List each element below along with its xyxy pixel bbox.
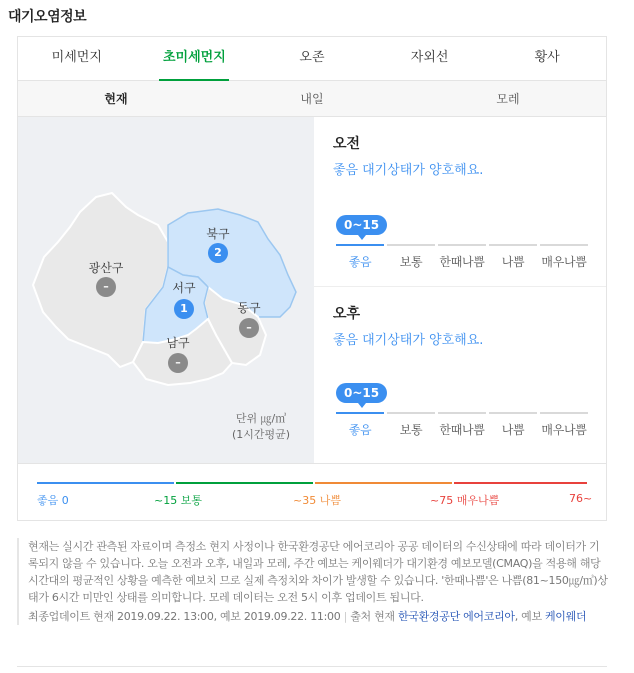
legend-bar-very-bad (454, 482, 587, 484)
level-moderate: 보통 (387, 412, 435, 438)
legend-label-very-bad: ~75 매우나쁨 (430, 494, 500, 507)
day-tab-tomorrow[interactable]: 내일 (300, 92, 324, 106)
district-value-buk[interactable]: 2 (208, 243, 228, 263)
forecast-level-scale (336, 244, 588, 270)
level-very-bad: 매우나쁨 (540, 412, 588, 438)
tab-yellow-dust[interactable]: 황사 (534, 50, 560, 65)
legend-label-moderate: ~15 보통 (154, 494, 202, 507)
data-notes (17, 538, 609, 625)
day-tabs (18, 81, 606, 117)
tab-fine-dust[interactable]: 미세먼지 (51, 50, 102, 65)
map-unit-period: (1시간평균) (232, 428, 291, 441)
bottom-divider (17, 666, 607, 667)
level-temporarily-bad: 한때나쁨 (438, 244, 486, 270)
legend-label-max: 76~ (569, 492, 593, 505)
notes-source-mid: , 예보 (514, 610, 542, 623)
forecast-range-badge: 0~15 (336, 383, 387, 403)
forecast-period-label: 오전 (333, 136, 361, 152)
district-name-nam: 남구 (166, 336, 190, 350)
legend-label-bad: ~35 나쁨 (293, 494, 341, 507)
forecast-status (333, 159, 483, 178)
tab-ultrafine-dust[interactable]: 초미세먼지 (136, 37, 254, 80)
legend-bar-good (37, 482, 174, 484)
tab-ozone[interactable]: 오존 (299, 50, 325, 65)
source-link-airkorea[interactable]: 한국환경공단 에어코리아 (397, 610, 515, 623)
notes-body: 현재는 실시간 관측된 자료이며 측정소 현지 사정이나 한국환경공단 에어코리아 공공 데이터의 수신상태에 따라 데이터가 기록되지 않을 수 있습니다. 오늘 오전과 오후, 내일과 모레, 주간 예보는 케이웨더가 대기환경 예보모델(CMAQ)을 적용해 해당 시간대의 평균적인 상황을 예측한 예보치 므로 실제 측정치와 차이가 발생할 수 있습니다. '한때나쁨'은 나쁨(81~150㎍/㎥)상태가 6시간 미만인 상태를 의미합니다. 모레 데이터는 오전 5시 이후 업데이트 됩니다. (28, 540, 608, 604)
district-value-dong[interactable]: – (239, 318, 259, 338)
air-quality-panel (17, 36, 607, 521)
forecast-afternoon (314, 287, 606, 463)
source-link-kweather[interactable]: 케이웨더 (544, 610, 587, 623)
notes-updated: 최종업데이트 현재 2019.09.22. 13:00, 예보 2019.09.22. 11:00 (28, 610, 341, 623)
forecast-morning (314, 117, 606, 287)
district-value-nam[interactable]: – (168, 353, 188, 373)
map-unit-label: 단위 ㎍/㎥ (235, 412, 287, 425)
legend-bar-moderate (176, 482, 313, 484)
district-value-gwangsan[interactable]: – (96, 277, 116, 297)
level-bad: 나쁨 (489, 412, 537, 438)
forecast-range-badge: 0~15 (336, 215, 387, 235)
pollutant-tabs (18, 37, 606, 81)
level-moderate: 보통 (387, 244, 435, 270)
forecast-level-scale (336, 412, 588, 438)
notes-update-line: 최종업데이트 현재 2019.09.22. 13:00, 예보 2019.09.22. 11:00 | 출처 현재 한국환경공단 에어코리아, 예보 케이웨더 (28, 610, 587, 623)
forecast-status-message: 대기상태가 양호해요. (362, 333, 484, 348)
level-bad: 나쁨 (489, 244, 537, 270)
map-unit (232, 411, 290, 443)
level-good: 좋음 (336, 244, 384, 270)
forecast-status-grade: 좋음 (333, 163, 359, 178)
level-very-bad: 매우나쁨 (540, 244, 588, 270)
level-temporarily-bad: 한때나쁨 (438, 412, 486, 438)
legend-label-good: 좋음 0 (37, 494, 69, 507)
district-map (18, 117, 314, 463)
tab-uv[interactable]: 자외선 (410, 50, 449, 65)
district-value-seo[interactable]: 1 (174, 299, 194, 319)
forecast-status (333, 329, 483, 348)
forecast-period-label: 오후 (333, 306, 361, 322)
district-name-buk: 북구 (206, 227, 230, 241)
forecast-status-message: 대기상태가 양호해요. (362, 163, 484, 178)
concentration-legend (18, 463, 606, 521)
day-tab-day-after[interactable]: 모레 (496, 92, 520, 106)
page-title: 대기오염정보 (8, 9, 87, 25)
day-tab-now[interactable]: 현재 (104, 92, 128, 106)
level-good: 좋음 (336, 412, 384, 438)
forecast-status-grade: 좋음 (333, 333, 359, 348)
notes-source-prefix: 출처 현재 (350, 610, 395, 623)
legend-bar-bad (315, 482, 452, 484)
district-name-gwangsan: 광산구 (88, 261, 124, 275)
district-name-dong: 동구 (237, 301, 261, 315)
district-name-seo: 서구 (172, 281, 196, 295)
